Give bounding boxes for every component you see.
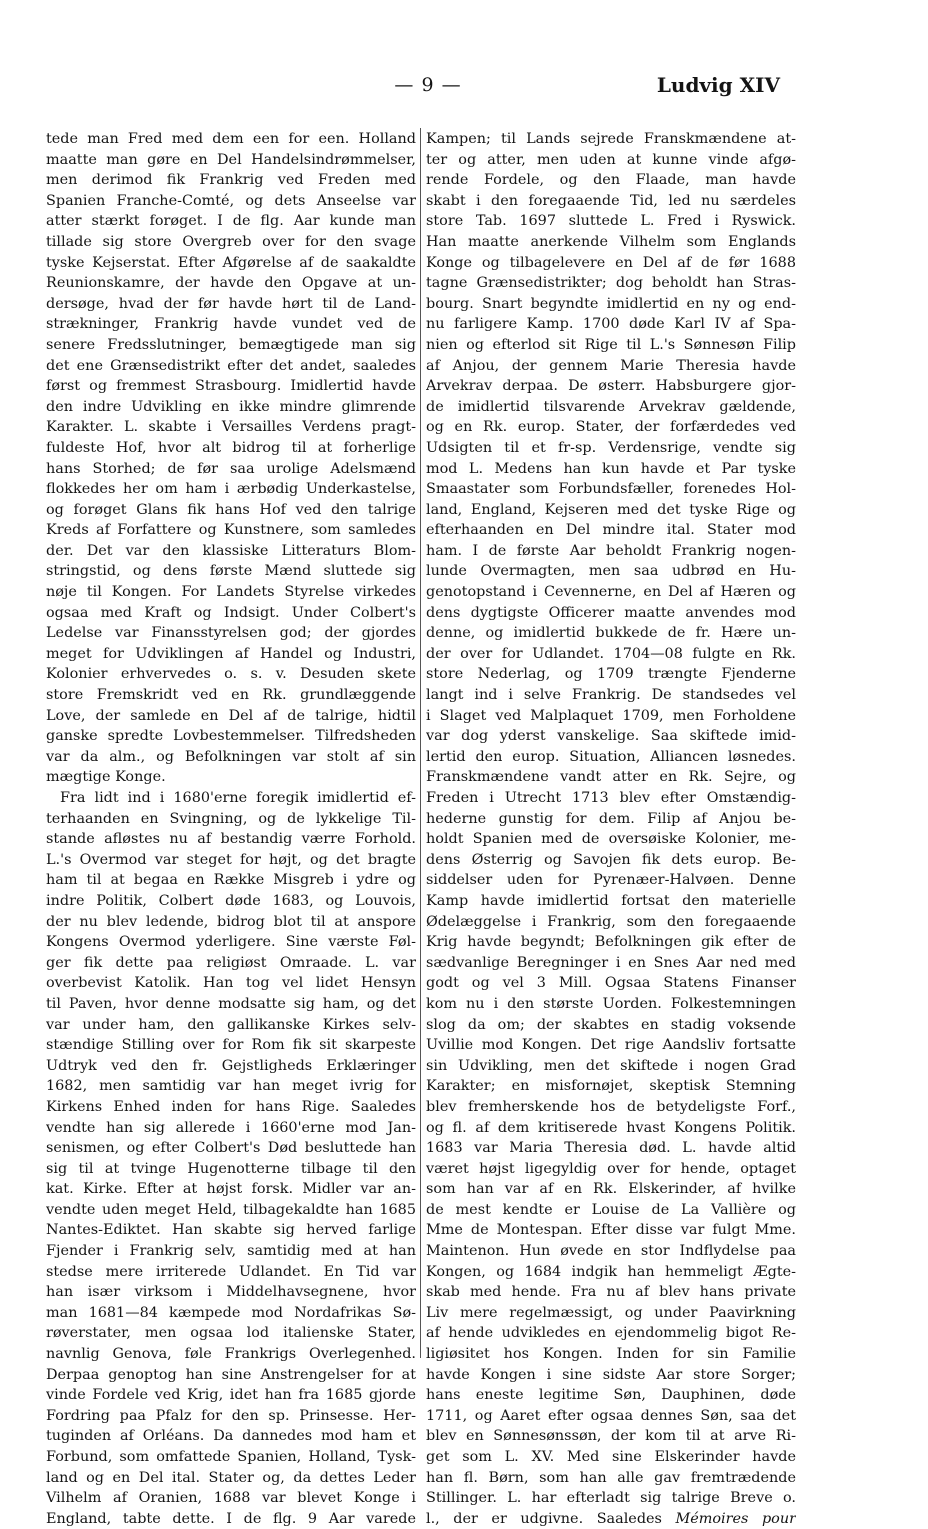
text-line: strækninger, Frankrig havde vundet ved de bbox=[46, 316, 416, 333]
text-line: denne, og imidlertid bukkede de fr. Hære un- bbox=[426, 625, 796, 642]
text-line: dens Østerrig og Savojen fik dets europ. Be- bbox=[426, 851, 796, 868]
text-line: og en Rk. europ. Stater, der forfærdedes ved bbox=[426, 419, 796, 436]
text-line: land, England, Kejseren med det tyske Rige og bbox=[426, 501, 796, 518]
text-line: først og fremmest Strasbourg. Imidlertid havde bbox=[46, 378, 416, 395]
text-line: tuginden af Orléans. Da dannedes mod ham et bbox=[46, 1428, 416, 1445]
text-line: sædvanlige Beregninger i en Snes Aar ned med bbox=[426, 954, 796, 971]
text-line: Franskmændene vandt atter en Rk. Sejre, og bbox=[426, 769, 796, 786]
text-line: der. Det var den klassiske Litteraturs Blom- bbox=[46, 542, 416, 559]
text-line: de mest kendte er Louise de La Vallière og bbox=[426, 1201, 796, 1218]
text-line: langt ind i selve Frankrig. De standsedes vel bbox=[426, 687, 796, 704]
text-line: Ødelæggelse i Frankrig, som den foregaaende bbox=[426, 913, 796, 930]
text-line: Uvillie mod Kongen. Det rige Aandsliv fortsatte bbox=[426, 1037, 796, 1054]
text-line: meget for Udviklingen af Handel og Industri, bbox=[46, 645, 416, 662]
text-line: Kamp havde imidlertid fortsat den materielle bbox=[426, 892, 796, 909]
text-line: 1683 var Maria Theresia død. L. havde altid bbox=[426, 1140, 796, 1157]
text-line: var dog yderst vanskelige. Saa skiftede imid- bbox=[426, 728, 796, 745]
text-line: det ene Grænsedistrikt efter det andet, saaledes bbox=[46, 357, 416, 374]
text-line: navnlig Genova, føle Frankrigs Overlegenhed. bbox=[46, 1346, 416, 1363]
text-line: Kongens Overmod yderligere. Sine værste Føl- bbox=[46, 934, 416, 951]
text-line: siddelser uden for Pyrenæer-Halvøen. Denne bbox=[426, 872, 796, 889]
text-line: Love, der samlede en Del af de talrige, hidtil bbox=[46, 707, 416, 724]
text-line: Smaastater som Forbundsfæller, forenedes Hol- bbox=[426, 481, 796, 498]
text-line: ligiøsitet hos Kongen. Inden for sin Familie bbox=[426, 1346, 796, 1363]
text-line: Stillinger. L. har efterladt sig talrige Breve o. bbox=[426, 1490, 796, 1507]
text-line: stande afløstes nu af bestandig værre Forhold. bbox=[46, 831, 416, 848]
text-line: Krig havde begyndt; Befolkningen gik efter de bbox=[426, 934, 796, 951]
text-line: 1682, men samtidig var han meget ivrig for bbox=[46, 1078, 416, 1095]
running-head: Ludvig XIV bbox=[656, 73, 780, 97]
text-line: vinde Fordele ved Krig, idet han fra 1685 gjorde bbox=[46, 1387, 416, 1404]
text-line: Freden i Utrecht 1713 blev efter Omstændig- bbox=[426, 790, 796, 806]
text-line: ham. I de første Aar beholdt Frankrig nogen- bbox=[426, 542, 796, 559]
text-line: store Nederlag, og 1709 trængte Fjenderne bbox=[426, 666, 796, 683]
text-line: holdt Spanien med de oversøiske Kolonier, me- bbox=[426, 831, 796, 848]
text-line: maatte man gøre en Del Handelsindrømmelser, bbox=[46, 151, 416, 168]
text-line: dersøge, hvad der før havde hørt til de Land- bbox=[46, 295, 416, 312]
text-line: Kolonier erhvervedes o. s. v. Desuden skete bbox=[46, 666, 416, 683]
text-line: af Anjou, der gennem Marie Theresia havde bbox=[426, 357, 796, 374]
text-line: bourg. Snart begyndte imidlertid en ny og end- bbox=[426, 295, 796, 312]
text-line: han fl. Børn, som han alle gav fremtrædende bbox=[426, 1469, 796, 1486]
text-line: var da alm., og Befolkningen var stolt af sin bbox=[46, 748, 416, 765]
text-line: hans eneste legitime Søn, Dauphinen, døde bbox=[426, 1387, 796, 1404]
text-line: røverstater, men ogsaa lod italienske Stater, bbox=[46, 1325, 416, 1342]
text-line: senismen, og efter Colbert's Død besluttede han bbox=[46, 1140, 416, 1157]
text-line: L.'s Overmod var steget for højt, og det bragte bbox=[46, 851, 416, 868]
text-line: Udtryk ved den fr. Gejstligheds Erklæringer bbox=[46, 1057, 416, 1074]
text-line: sin Udvikling, men det skiftede i nogen Grad bbox=[426, 1057, 796, 1074]
text-line: land og en Del ital. Stater og, da dettes Leder bbox=[46, 1469, 416, 1486]
text-line: tillade sig store Overgreb over for den svage bbox=[46, 233, 416, 250]
text-line: sig til at tvinge Hugenotterne tilbage til den bbox=[46, 1160, 416, 1177]
text-line: og fl. af dem kritiserede hvast Kongens Politik. bbox=[426, 1119, 796, 1136]
text-line: store Fremskridt ved en Rk. grundlæggende bbox=[46, 687, 416, 704]
text-line: lertid den europ. Situation, Alliancen løsnedes. bbox=[426, 748, 796, 765]
text-line: den indre Udvikling en ikke mindre glimrende bbox=[46, 398, 416, 415]
text-line: blev en Sønnesønssøn, der kom til at arve Ri- bbox=[426, 1428, 796, 1445]
text-line: mægtige Konge. bbox=[46, 769, 166, 786]
text-line: ogsaa med Kraft og Indsigt. Under Colbert's bbox=[46, 604, 416, 621]
text-line: nu farligere Kamp. 1700 døde Karl IV af Spa- bbox=[426, 316, 796, 333]
text-line: Kirkens Enhed inden for hans Rige. Saaledes bbox=[46, 1098, 416, 1115]
text-line: nøje til Kongen. For Landets Styrelse virkedes bbox=[46, 584, 416, 601]
text-line: ganske spredte Lovbestemmelser. Tilfredsheden bbox=[46, 728, 416, 745]
text-line: Reunionskamre, der havde den Opgave at un- bbox=[46, 275, 416, 292]
page-number: — 9 — bbox=[394, 74, 462, 96]
text-line: skab med hende. Fra nu af blev hans private bbox=[426, 1284, 796, 1301]
text-line: stringstid, og dens første Mænd sluttede sig bbox=[46, 563, 416, 580]
text-line: tede man Fred med dem een for een. Holland bbox=[46, 131, 416, 147]
text-line: tyske Kejserstat. Efter Afgørelse af de saakaldte bbox=[46, 254, 416, 271]
text-line: til Paven, hvor denne modsatte sig ham, og det bbox=[46, 995, 416, 1012]
text-line: Udsigten til et fr-sp. Verdensrige, vendte sig bbox=[426, 439, 796, 456]
text-line: i Slaget ved Malplaquet 1709, men Forholdene bbox=[426, 707, 796, 724]
text-line: rende Fordele, og den Flaade, man havde bbox=[426, 172, 796, 189]
text-line: lunde Overmagten, men saa udbrød en Hu- bbox=[426, 563, 796, 580]
text-line: Kampen; til Lands sejrede Franskmændene at- bbox=[426, 131, 796, 147]
text-line: var under ham, den gallikanske Kirkes selv- bbox=[46, 1016, 416, 1033]
text-line: 1711, og Aaret efter ogsaa dennes Søn, saa det bbox=[426, 1407, 796, 1424]
text-line: Maintenon. Hun øvede en stor Indflydelse paa bbox=[426, 1243, 796, 1260]
text-line: terhaanden en Svingning, og de lykkelige Til- bbox=[46, 810, 416, 827]
text-line: Forbund, som omfattede Spanien, Holland, Tysk- bbox=[46, 1449, 416, 1465]
text-line: havde Kongen i sine sidste Aar store Sorger; bbox=[426, 1366, 796, 1383]
text-line: efterhaanden en Del mindre ital. Stater mod bbox=[426, 522, 796, 539]
text-line: der nu blev ledende, bidrog blot til at anspore bbox=[46, 913, 416, 930]
text-line: senere Fredsslutninger, bemægtigede man sig bbox=[46, 336, 416, 353]
text-line: Fordring paa Pfalz for den sp. Prinsesse. Her- bbox=[46, 1407, 416, 1424]
text-line: get som L. XV. Med sine Elskerinder havde bbox=[426, 1449, 796, 1465]
text-line: blev fremherskende hos de betydeligste Forf., bbox=[426, 1098, 796, 1115]
text-line: der over for Udlandet. 1704—08 fulgte en Rk. bbox=[426, 645, 796, 662]
text-line: kat. Kirke. Efter at højst forsk. Midler var an- bbox=[46, 1181, 416, 1198]
text-line: ger fik dette paa religiøst Omraade. L. var bbox=[46, 954, 416, 971]
text-line: mod L. Medens han kun havde et Par tyske bbox=[426, 460, 796, 477]
text-line: Vilhelm af Oranien, 1688 var blevet Konge i bbox=[46, 1490, 416, 1507]
text-line: Arvekrav derpaa. De østerr. Habsburgere gjor- bbox=[426, 378, 796, 395]
text-line: Spanien Franche-Comté, og dets Anseelse var bbox=[46, 192, 416, 209]
text-line: stændige Stilling over for Rom fik sit skarpeste bbox=[46, 1037, 416, 1054]
text-line: indre Politik, Colbert døde 1683, og Louvois, bbox=[46, 892, 416, 909]
text-line: man 1681—84 kæmpede mod Nordafrikas Sø- bbox=[46, 1304, 416, 1321]
text-line: kom nu i den største Uorden. Folkestemningen bbox=[426, 995, 796, 1012]
text-line: vendte uden meget Held, tilbagekaldte han 1685 bbox=[46, 1201, 416, 1218]
text-line: slog da om; der skabtes en stadig voksende bbox=[426, 1016, 796, 1033]
text-line: Mme de Montespan. Efter disse var fulgt Mme. bbox=[426, 1222, 796, 1239]
text-line: overbevist Katolik. Han tog vel lidet Hensyn bbox=[46, 975, 416, 992]
text-line: Konge og tilbagelevere en Del af de før 1688 bbox=[426, 254, 796, 271]
page-header bbox=[0, 72, 928, 102]
text-line bbox=[426, 1509, 796, 1529]
text-line: Karakter; en misfornøjet, skeptisk Stemning bbox=[426, 1078, 796, 1095]
text-line: genotopstand i Cevennerne, en Del af Hæren og bbox=[426, 584, 796, 601]
text-line: vendte han sig allerede i 1660'erne mod Jan- bbox=[46, 1119, 416, 1136]
text-line: godt og vel 3 Mill. Ogsaa Statens Finanser bbox=[426, 975, 796, 992]
text-line: Kongen, og 1684 indgik han hemmeligt Ægte- bbox=[426, 1263, 796, 1280]
text-line: atter stærkt forøget. I de flg. Aar kunde man bbox=[46, 213, 416, 230]
text-line: Nantes-Ediktet. Han skabte sig herved farlige bbox=[46, 1222, 416, 1239]
text-line: været højst ligegyldig over for hende, optaget bbox=[426, 1160, 796, 1177]
text-line: ham til at begaa en Række Misgreb i ydre og bbox=[46, 872, 416, 889]
text-line: England, tabte dette. I de flg. 9 Aar varede bbox=[46, 1510, 416, 1527]
column-divider bbox=[420, 128, 421, 1358]
text-line: Derpaa genoptog han sine Anstrengelser for at bbox=[46, 1366, 416, 1383]
text-line: af hende udvikledes en ejendommelig bigot Re- bbox=[426, 1325, 796, 1342]
text-line: Fjender i Frankrig selv, samtidig med at han bbox=[46, 1243, 416, 1260]
text-line: hederne gunstig for dem. Filip af Anjou be- bbox=[426, 810, 796, 827]
text-line: Ledelse var Finansstyrelsen god; der gjordes bbox=[46, 625, 416, 642]
text-line: dens dygtigste Officerer maatte anvendes mod bbox=[426, 604, 796, 621]
text-line: flokkedes her om ham i ærbødig Underkastelse, bbox=[46, 481, 416, 498]
text-line: stedse mere irriterede Udlandet. En Tid var bbox=[46, 1263, 416, 1280]
text-line: Liv mere regelmæssigt, og under Paavirkning bbox=[426, 1304, 796, 1321]
text-span: l., der er udgivne. Saaledes bbox=[426, 1510, 676, 1527]
text-line: store Tab. 1697 sluttede L. Fred i Ryswick. bbox=[426, 213, 796, 230]
text-line: nien og efterlod sit Rige til L.'s Sønnesøn Filip bbox=[426, 336, 796, 353]
italic-title: Mémoires pour bbox=[675, 1510, 796, 1527]
text-line: og forøget Glans fik hans Hof ved den talrige bbox=[46, 501, 416, 518]
text-column-right bbox=[426, 129, 796, 1527]
text-line: men derimod fik Frankrig ved Freden med bbox=[46, 172, 416, 189]
text-line: ter og atter, men uden at kunne vinde afgø- bbox=[426, 151, 796, 168]
text-line: han især virksom i Middelhavsegnene, hvor bbox=[46, 1284, 416, 1301]
text-line: tagne Grænsedistrikter; dog beholdt han Stras- bbox=[426, 275, 796, 292]
text-line: Fra lidt ind i 1680'erne foregik imidlertid ef- bbox=[60, 790, 416, 806]
text-line: Kreds af Forfattere og Kunstnere, som samledes bbox=[46, 522, 416, 539]
text-column-left bbox=[46, 129, 416, 1527]
text-line: skabt i den foregaaende Tid, led nu særdeles bbox=[426, 192, 796, 209]
text-line: de imidlertid tilsvarende Arvekrav gældende, bbox=[426, 398, 796, 415]
text-line: Karakter. L. skabte i Versailles Verdens pragt- bbox=[46, 419, 416, 436]
text-line: Han maatte anerkende Vilhelm som Englands bbox=[426, 233, 796, 250]
text-line: som han var af en Rk. Elskerinder, af hvilke bbox=[426, 1181, 796, 1198]
text-line: hans Storhed; de før saa urolige Adelsmænd bbox=[46, 460, 416, 477]
text-line: fuldeste Hof, hvor alt bidrog til at forherlige bbox=[46, 439, 416, 456]
